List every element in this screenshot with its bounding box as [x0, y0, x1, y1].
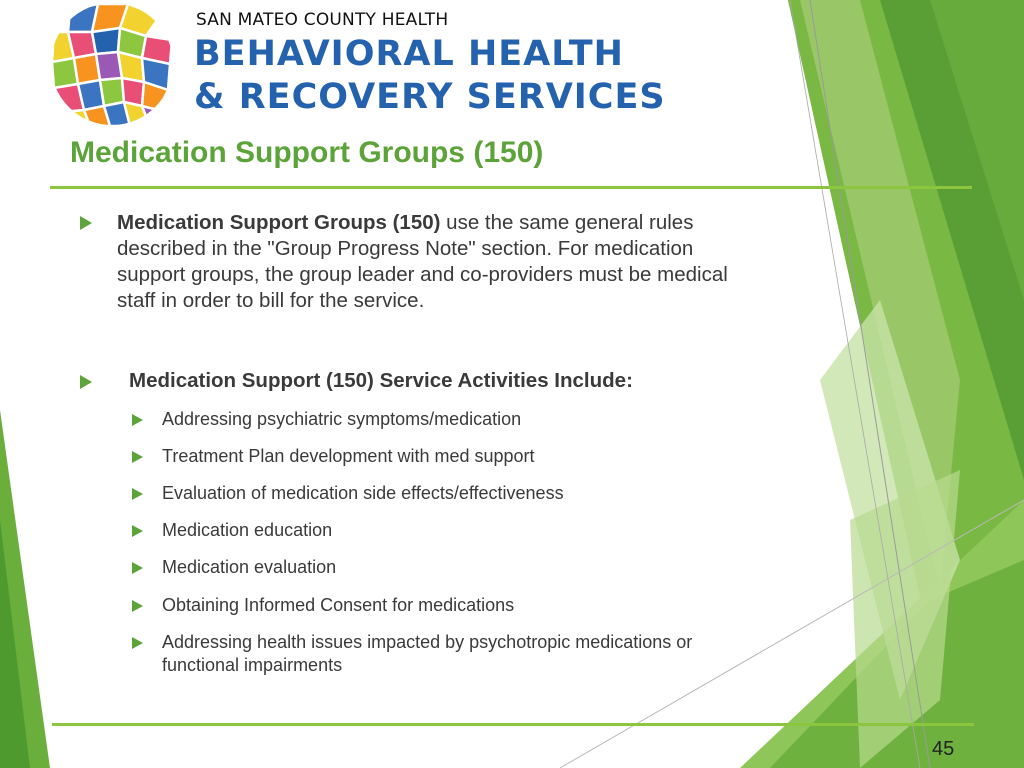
- bullet-arrow-icon: [80, 216, 92, 230]
- intro-bold: Medication Support Groups (150): [117, 211, 441, 234]
- logo-mosaic-icon: [50, 2, 174, 126]
- list-item: Addressing health issues impacted by psychotropic medications or functional impairments: [162, 632, 693, 675]
- list-item: Medication education: [162, 520, 333, 540]
- sub-bullet-arrow-icon: [132, 414, 143, 426]
- title-divider: [50, 186, 972, 189]
- list-item: Treatment Plan development with med support: [162, 446, 535, 466]
- sub-bullet-arrow-icon: [132, 600, 143, 612]
- activities-heading: Medication Support (150) Service Activities Include:: [129, 369, 633, 392]
- list-item: Addressing psychiatric symptoms/medication: [162, 409, 522, 429]
- intro-text: use the same general rules described in the "Group Progress Note" section. For medication support groups, the group leader and co-providers must be medical staff in order to bill for the service.: [117, 211, 728, 312]
- org-division-line1: BEHAVIORAL HEALTH: [194, 34, 624, 74]
- sub-bullet-arrow-icon: [132, 451, 143, 463]
- intro-paragraph: [117, 210, 757, 314]
- page-number: 45: [932, 738, 955, 760]
- org-name: SAN MATEO COUNTY HEALTH: [196, 10, 449, 30]
- list-item: Evaluation of medication side effects/effectiveness: [162, 483, 564, 503]
- list-item: Medication evaluation: [162, 557, 337, 577]
- sub-bullet-arrow-icon: [132, 562, 143, 574]
- bullet-arrow-icon: [80, 375, 92, 389]
- footer-divider: [52, 723, 974, 726]
- sub-bullet-arrow-icon: [132, 637, 143, 649]
- sub-bullet-arrow-icon: [132, 488, 143, 500]
- page-title: Medication Support Groups (150): [70, 136, 544, 169]
- org-division-line2: & RECOVERY SERVICES: [194, 77, 666, 117]
- list-item: Obtaining Informed Consent for medications: [162, 595, 515, 615]
- sub-bullet-arrow-icon: [132, 525, 143, 537]
